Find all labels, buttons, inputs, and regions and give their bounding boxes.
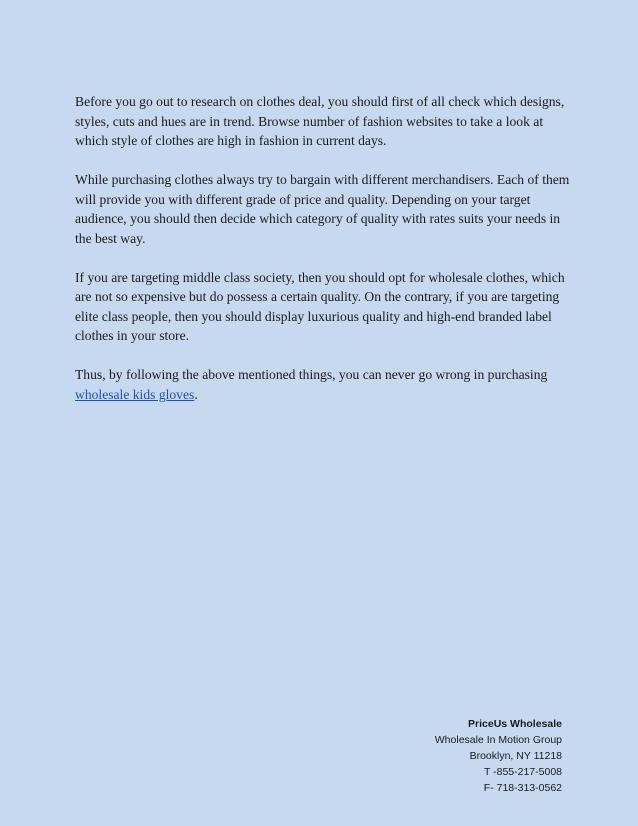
contact-footer [435, 716, 562, 796]
wholesale-kids-gloves-link[interactable]: wholesale kids gloves [75, 386, 195, 402]
company-name: PriceUs Wholesale [468, 718, 562, 730]
paragraph-closing [75, 365, 575, 404]
paragraph-bargain: While purchasing clothes always try to bargain with different merchandisers. Each of them will provide you with different grade of price and quality. Depending on your target audience, you should then decide which category of quality with rates suits your needs in the best way. [75, 172, 570, 246]
fax-number: F- 718-313-0562 [483, 782, 562, 794]
document-body [75, 92, 575, 424]
closing-punctuation: . [194, 386, 198, 402]
address: Brooklyn, NY 11218 [469, 750, 562, 762]
paragraph-target-audience: If you are targeting middle class society, then you should opt for wholesale clothes, which are not so expensive but do possess a certain quality. On the contrary, if you are targeting elite class people, then you should display luxurious quality and high-end branded label clothes in your store. [75, 269, 565, 343]
closing-text: Thus, by following the above mentioned things, you can never go wrong in purchasing [75, 367, 548, 382]
paragraph-research: Before you go out to research on clothes deal, you should first of all check which designs, styles, cuts and hues are in trend. Browse number of fashion websites to take a look at which style of clothes are high in fashion in current days. [75, 94, 565, 148]
phone-number: T -855-217-5008 [483, 766, 562, 778]
group-name: Wholesale In Motion Group [434, 734, 562, 746]
